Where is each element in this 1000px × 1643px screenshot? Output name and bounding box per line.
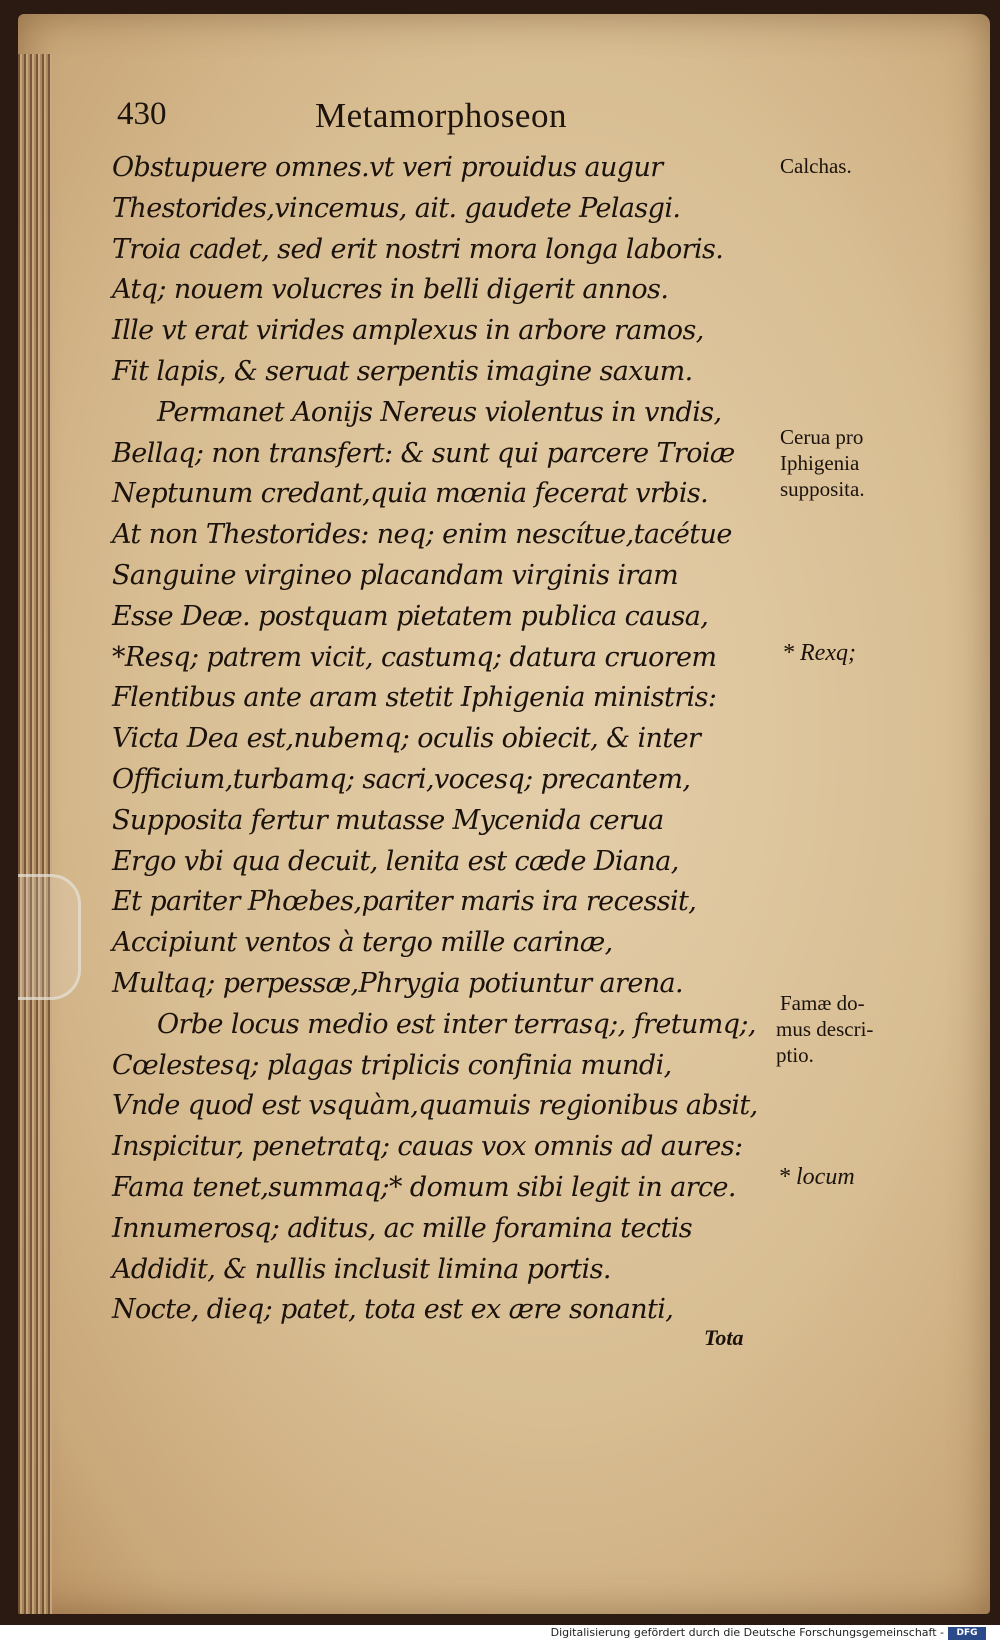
- margin-note-locum: * locum: [778, 1164, 855, 1190]
- verse-line: Accipiunt ventos à tergo mille carinæ,: [112, 927, 613, 959]
- verse-line: Ille vt erat virides amplexus in arbore ramos,: [112, 315, 704, 347]
- verse-line: Cœlestesq; plagas triplicis confinia mundi,: [112, 1049, 672, 1081]
- page-number: 430: [117, 96, 167, 132]
- margin-note-famae-line2: mus descri-: [776, 1017, 874, 1041]
- verse-line: At non Thestorides: neq; enim nescítue,tacétue: [112, 519, 732, 551]
- verse-line: Victa Dea est,nubemq; oculis obiecit, & inter: [112, 723, 701, 755]
- margin-note-famae-line3: ptio.: [776, 1043, 814, 1067]
- dfg-logo: DFG: [948, 1627, 986, 1640]
- page-clip: [18, 874, 81, 1000]
- running-title: Metamorphoseon: [315, 96, 567, 135]
- verse-line: Fama tenet,summaq;* domum sibi legit in arce.: [112, 1171, 736, 1203]
- verse-line: Et pariter Phœbes,pariter maris ira recessit,: [112, 886, 697, 918]
- verse-line: Orbe locus medio est inter terrasq;, fretumq;,: [157, 1008, 756, 1040]
- margin-note-calchas: Calchas.: [780, 154, 852, 178]
- page-edges: [18, 54, 52, 1614]
- verse-line: Addidit, & nullis inclusit limina portis.: [112, 1253, 611, 1285]
- verse-line: Nocte, dieq; patet, tota est ex ære sonanti,: [112, 1294, 674, 1326]
- verse-line: Troia cadet, sed erit nostri mora longa laboris.: [112, 233, 724, 265]
- catchword: Tota: [704, 1325, 744, 1350]
- verse-line: Atq; nouem volucres in belli digerit annos.: [112, 274, 669, 306]
- verse-line: Multaq; perpessæ,Phrygia potiuntur arena.: [112, 967, 683, 999]
- verse-line: Flentibus ante aram stetit Iphigenia ministris:: [112, 682, 717, 714]
- verse-line: Supposita fertur mutasse Mycenida cerua: [112, 804, 664, 836]
- verse-line: Ergo vbi qua decuit, lenita est cæde Diana,: [112, 845, 679, 877]
- verse-line: Fit lapis, & seruat serpentis imagine saxum.: [112, 355, 693, 387]
- verse-line: *Resq; patrem vicit, castumq; datura cruorem: [112, 641, 717, 673]
- verse-text: [112, 148, 772, 1331]
- verse-line: Obstupuere omnes.vt veri prouidus augur: [112, 152, 663, 183]
- verse-line: Inspicitur, penetratq; cauas vox omnis ad aures:: [112, 1131, 743, 1163]
- margin-note-famae-line1: Famæ do-: [780, 991, 865, 1015]
- page-header: [117, 96, 637, 140]
- verse-line: Innumerosq; aditus, ac mille foramina tectis: [112, 1212, 692, 1244]
- verse-line: Thestorides,vincemus, ait. gaudete Pelasgi.: [112, 192, 681, 224]
- footer-credit: Digitalisierung gefördert durch die Deutsche Forschungsgemeinschaft -: [550, 1626, 944, 1639]
- verse-line: Officium,turbamq; sacri,vocesq; precantem,: [112, 763, 691, 795]
- margin-note-cerua-line2: Iphigenia: [780, 451, 860, 475]
- margin-note-cerua-line3: supposita.: [780, 477, 865, 501]
- verse-line: Bellaq; non transfert: & sunt qui parcere Troiæ: [112, 437, 735, 469]
- verse-line: Sanguine virgineo placandam virginis iram: [112, 559, 679, 591]
- verse-line: Permanet Aonijs Nereus violentus in vndis,: [157, 396, 722, 428]
- verse-line: Esse Deæ. postquam pietatem publica causa,: [112, 600, 709, 632]
- margin-note-rex: * Rexq;: [782, 640, 856, 666]
- verse-line: Vnde quod est vsquàm,quamuis regionibus absit,: [112, 1090, 758, 1122]
- margin-note-cerua-line1: Cerua pro: [780, 425, 864, 449]
- verse-line: Neptunum credant,quia mœnia fecerat vrbis.: [112, 478, 709, 510]
